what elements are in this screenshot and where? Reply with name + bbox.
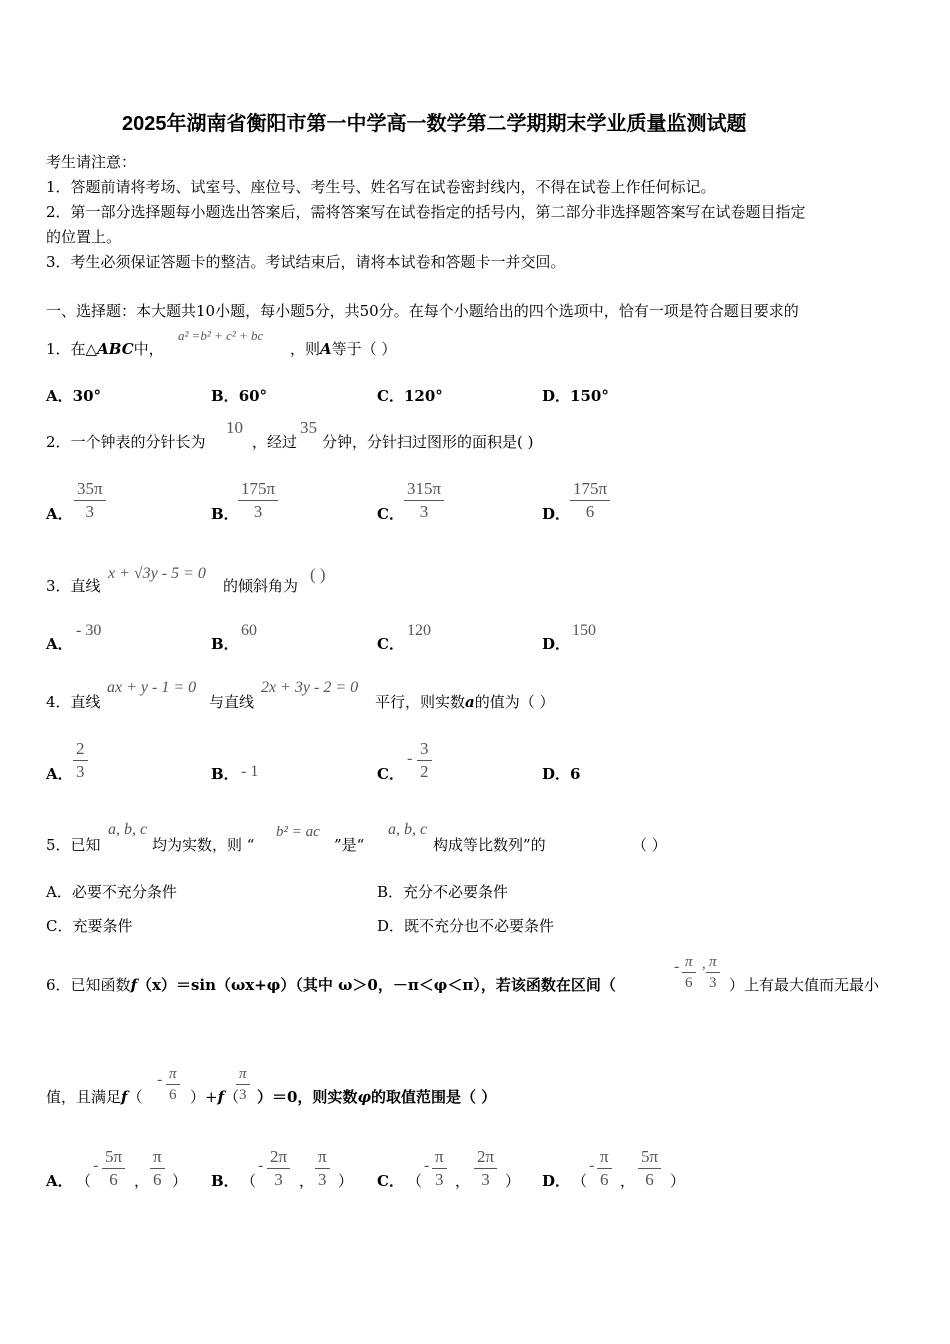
q1-formula: a² =b² + c² + bc: [178, 328, 264, 343]
q1-pre: 在△: [70, 340, 98, 358]
q2-option-d-label: D．: [542, 505, 571, 523]
q3-stem-a: 3．直线: [46, 577, 101, 595]
q6-option-c-lp: （: [407, 1172, 423, 1190]
q3-option-c-value: 120: [407, 622, 431, 639]
q2-option-b-label: B．: [211, 505, 239, 523]
q6-stem-a: 6．已知函数f（x）＝sin（ωx+φ）（其中 ω＞0，－π＜φ＜π），若该函数在区间（: [46, 976, 616, 994]
q4-option-c-fraction: $\frac{3}{2}$: [417, 738, 432, 783]
q5-answer-paren: （ ）: [632, 836, 667, 854]
q3-option-d-value: 150: [572, 622, 596, 639]
q3-option-b-label: B．: [211, 635, 239, 653]
q6-option-a-label: A．: [46, 1172, 73, 1190]
q6-option-c-label: C．: [377, 1172, 404, 1190]
q5-abc-2: a, b, c: [388, 821, 428, 838]
q1-stem-end: [290, 339, 396, 359]
q5-stem-c: ”是“: [334, 836, 365, 854]
q6-option-a-lp: （: [76, 1172, 92, 1190]
q5-abc: a, b, c: [108, 821, 148, 838]
q5-option-c: C．充要条件: [46, 917, 133, 935]
q2-stem-b: ，经过: [252, 433, 298, 451]
q1-number: 1．: [46, 340, 71, 358]
q1-option-c: C．120°: [377, 387, 443, 405]
q6-option-d-comma: ，: [620, 1172, 636, 1190]
q6-option-c-comma: ，: [455, 1172, 471, 1190]
q1-mid: 中，: [133, 340, 164, 358]
q4-stem-c: 平行，则实数a的值为（ ）: [375, 693, 555, 711]
q5-stem-d: 构成等比数列”的: [433, 836, 546, 854]
q6-option-b-label: B．: [211, 1172, 239, 1190]
q6-stem-b: ）上有最大值而无最小: [729, 976, 880, 994]
q5-formula: b² = ac: [276, 824, 320, 840]
q6-interval-left: $\frac{\pi}{6}$: [682, 952, 696, 993]
notice-item-3: 3．考生必须保证答题卡的整洁。考试结束后，请将本试卷和答题卡一并交回。: [46, 253, 566, 271]
q6-option-a-sign: -: [93, 1157, 99, 1174]
q1-abc: ABC: [97, 340, 134, 358]
q6-cond-arg2: $\frac{\pi}{3}$: [236, 1064, 250, 1105]
q1-A: A: [320, 340, 332, 358]
q6-interval-sign: -: [674, 958, 680, 975]
q4-option-c-label: C．: [377, 765, 404, 783]
q6-option-d-upper: $\frac{5\pi}{6}$: [638, 1146, 661, 1191]
q6-option-c-lower: $\frac{\pi}{3}$: [432, 1146, 447, 1191]
q2-option-c-label: C．: [377, 505, 404, 523]
q6-option-c-upper: $\frac{2\pi}{3}$: [474, 1146, 497, 1191]
q6-option-a-upper: $\frac{\pi}{6}$: [150, 1146, 165, 1191]
q1-stem: [46, 339, 164, 359]
q5-option-a: A．必要不充分条件: [46, 883, 177, 901]
q3-paren: ( ): [310, 565, 326, 584]
q4-option-c-sign: -: [407, 750, 413, 767]
q1-post: ，则: [290, 340, 321, 358]
q3-formula: x + √3y - 5 = 0: [108, 565, 206, 582]
q6-option-b-lower: $\frac{2\pi}{3}$: [267, 1146, 290, 1191]
q4-option-b-label: B．: [211, 765, 239, 783]
q6-interval-comma: ,: [702, 956, 706, 972]
q6-option-b-upper: $\frac{\pi}{3}$: [315, 1146, 330, 1191]
q2-option-d-fraction: $\frac{175\pi}{6}$: [570, 478, 610, 523]
q6-line2-b: ）+f（: [190, 1088, 240, 1106]
q6-option-c-rp: ）: [505, 1172, 521, 1190]
q6-option-d-label: D．: [542, 1172, 571, 1190]
q6-option-d-rp: ）: [670, 1172, 686, 1190]
q2-option-c-fraction: $\frac{315\pi}{3}$: [404, 478, 444, 523]
q2-stem-c: 分钟，分针扫过图形的面积是( ): [322, 433, 534, 451]
q4-line2-formula: 2x + 3y - 2 = 0: [261, 679, 359, 696]
q4-stem-b: 与直线: [209, 693, 255, 711]
q2-minutes: 35: [300, 418, 317, 437]
q6-option-a-lower: $\frac{5\pi}{6}$: [102, 1146, 125, 1191]
q6-option-a-rp: ）: [172, 1172, 188, 1190]
q6-option-b-rp: ）: [338, 1172, 354, 1190]
q6-interval-right: $\frac{\pi}{3}$: [706, 952, 720, 993]
q4-line1-formula: ax + y - 1 = 0: [107, 679, 197, 696]
q2-option-a-fraction: $\frac{35\pi}{3}$: [74, 478, 106, 523]
notice-item-2a: 2．第一部分选择题每小题选出答案后，需将答案写在试卷指定的括号内，第二部分非选择题答案写在试卷题目指定: [46, 203, 806, 221]
q6-option-d-sign: -: [589, 1157, 595, 1174]
q6-option-b-comma: ，: [299, 1172, 315, 1190]
section-heading: 一、选择题：本大题共10小题，每小题5分，共50分。在每个小题给出的四个选项中，恰有一项是符合题目要求的: [46, 302, 799, 320]
q5-option-d: D．既不充分也不必要条件: [377, 917, 555, 935]
q4-option-b-value: - 1: [241, 763, 259, 780]
q6-cond-sign: -: [157, 1071, 163, 1088]
q5-option-b: B．充分不必要条件: [377, 883, 509, 901]
q4-stem-a: 4．直线: [46, 693, 101, 711]
q6-line2-c: ）＝0，则实数φ的取值范围是（ ）: [257, 1088, 497, 1106]
q3-option-a-label: A．: [46, 635, 73, 653]
q6-line2-a: 值，且满足f（: [46, 1088, 143, 1106]
q3-option-a-value: - 30: [76, 622, 102, 639]
q3-stem-b: 的倾斜角为: [223, 577, 299, 595]
q2-option-a-label: A．: [46, 505, 73, 523]
notice-item-1: 1．答题前请将考场、试室号、座位号、考生号、姓名写在试卷密封线内，不得在试卷上作任何标记。: [46, 178, 716, 196]
q3-option-c-label: C．: [377, 635, 404, 653]
q3-option-d-label: D．: [542, 635, 571, 653]
q2-option-b-fraction: $\frac{175\pi}{3}$: [238, 478, 278, 523]
notice-heading: 考生请注意：: [46, 153, 137, 171]
page-title: 2025年湖南省衡阳市第一中学高一数学第二学期期末学业质量监测试题: [122, 113, 747, 135]
q5-stem-a: 5．已知: [46, 836, 101, 854]
q3-option-b-value: 60: [241, 622, 257, 639]
q6-option-a-comma: ，: [134, 1172, 150, 1190]
q2-stem-a: 2．一个钟表的分针长为: [46, 433, 206, 451]
q6-cond-arg1: $\frac{\pi}{6}$: [166, 1064, 180, 1105]
q6-option-c-sign: -: [424, 1157, 430, 1174]
q1-option-b: B．60°: [211, 387, 268, 405]
q6-option-d-lower: $\frac{\pi}{6}$: [597, 1146, 612, 1191]
q2-length: 10: [226, 418, 243, 437]
q4-option-d: D．6: [542, 765, 581, 783]
q4-option-a-label: A．: [46, 765, 73, 783]
q1-option-d: D．150°: [542, 387, 609, 405]
q5-stem-b: 均为实数，则 “: [152, 836, 255, 854]
q1-end: 等于（ ）: [331, 340, 397, 358]
q6-option-d-lp: （: [572, 1172, 588, 1190]
q4-option-a-fraction: $\frac{2}{3}$: [73, 738, 88, 783]
q6-option-b-sign: -: [258, 1157, 264, 1174]
notice-item-2b: 的位置上。: [46, 228, 122, 246]
q6-option-b-lp: （: [241, 1172, 257, 1190]
q1-option-a: A．30°: [46, 387, 102, 405]
